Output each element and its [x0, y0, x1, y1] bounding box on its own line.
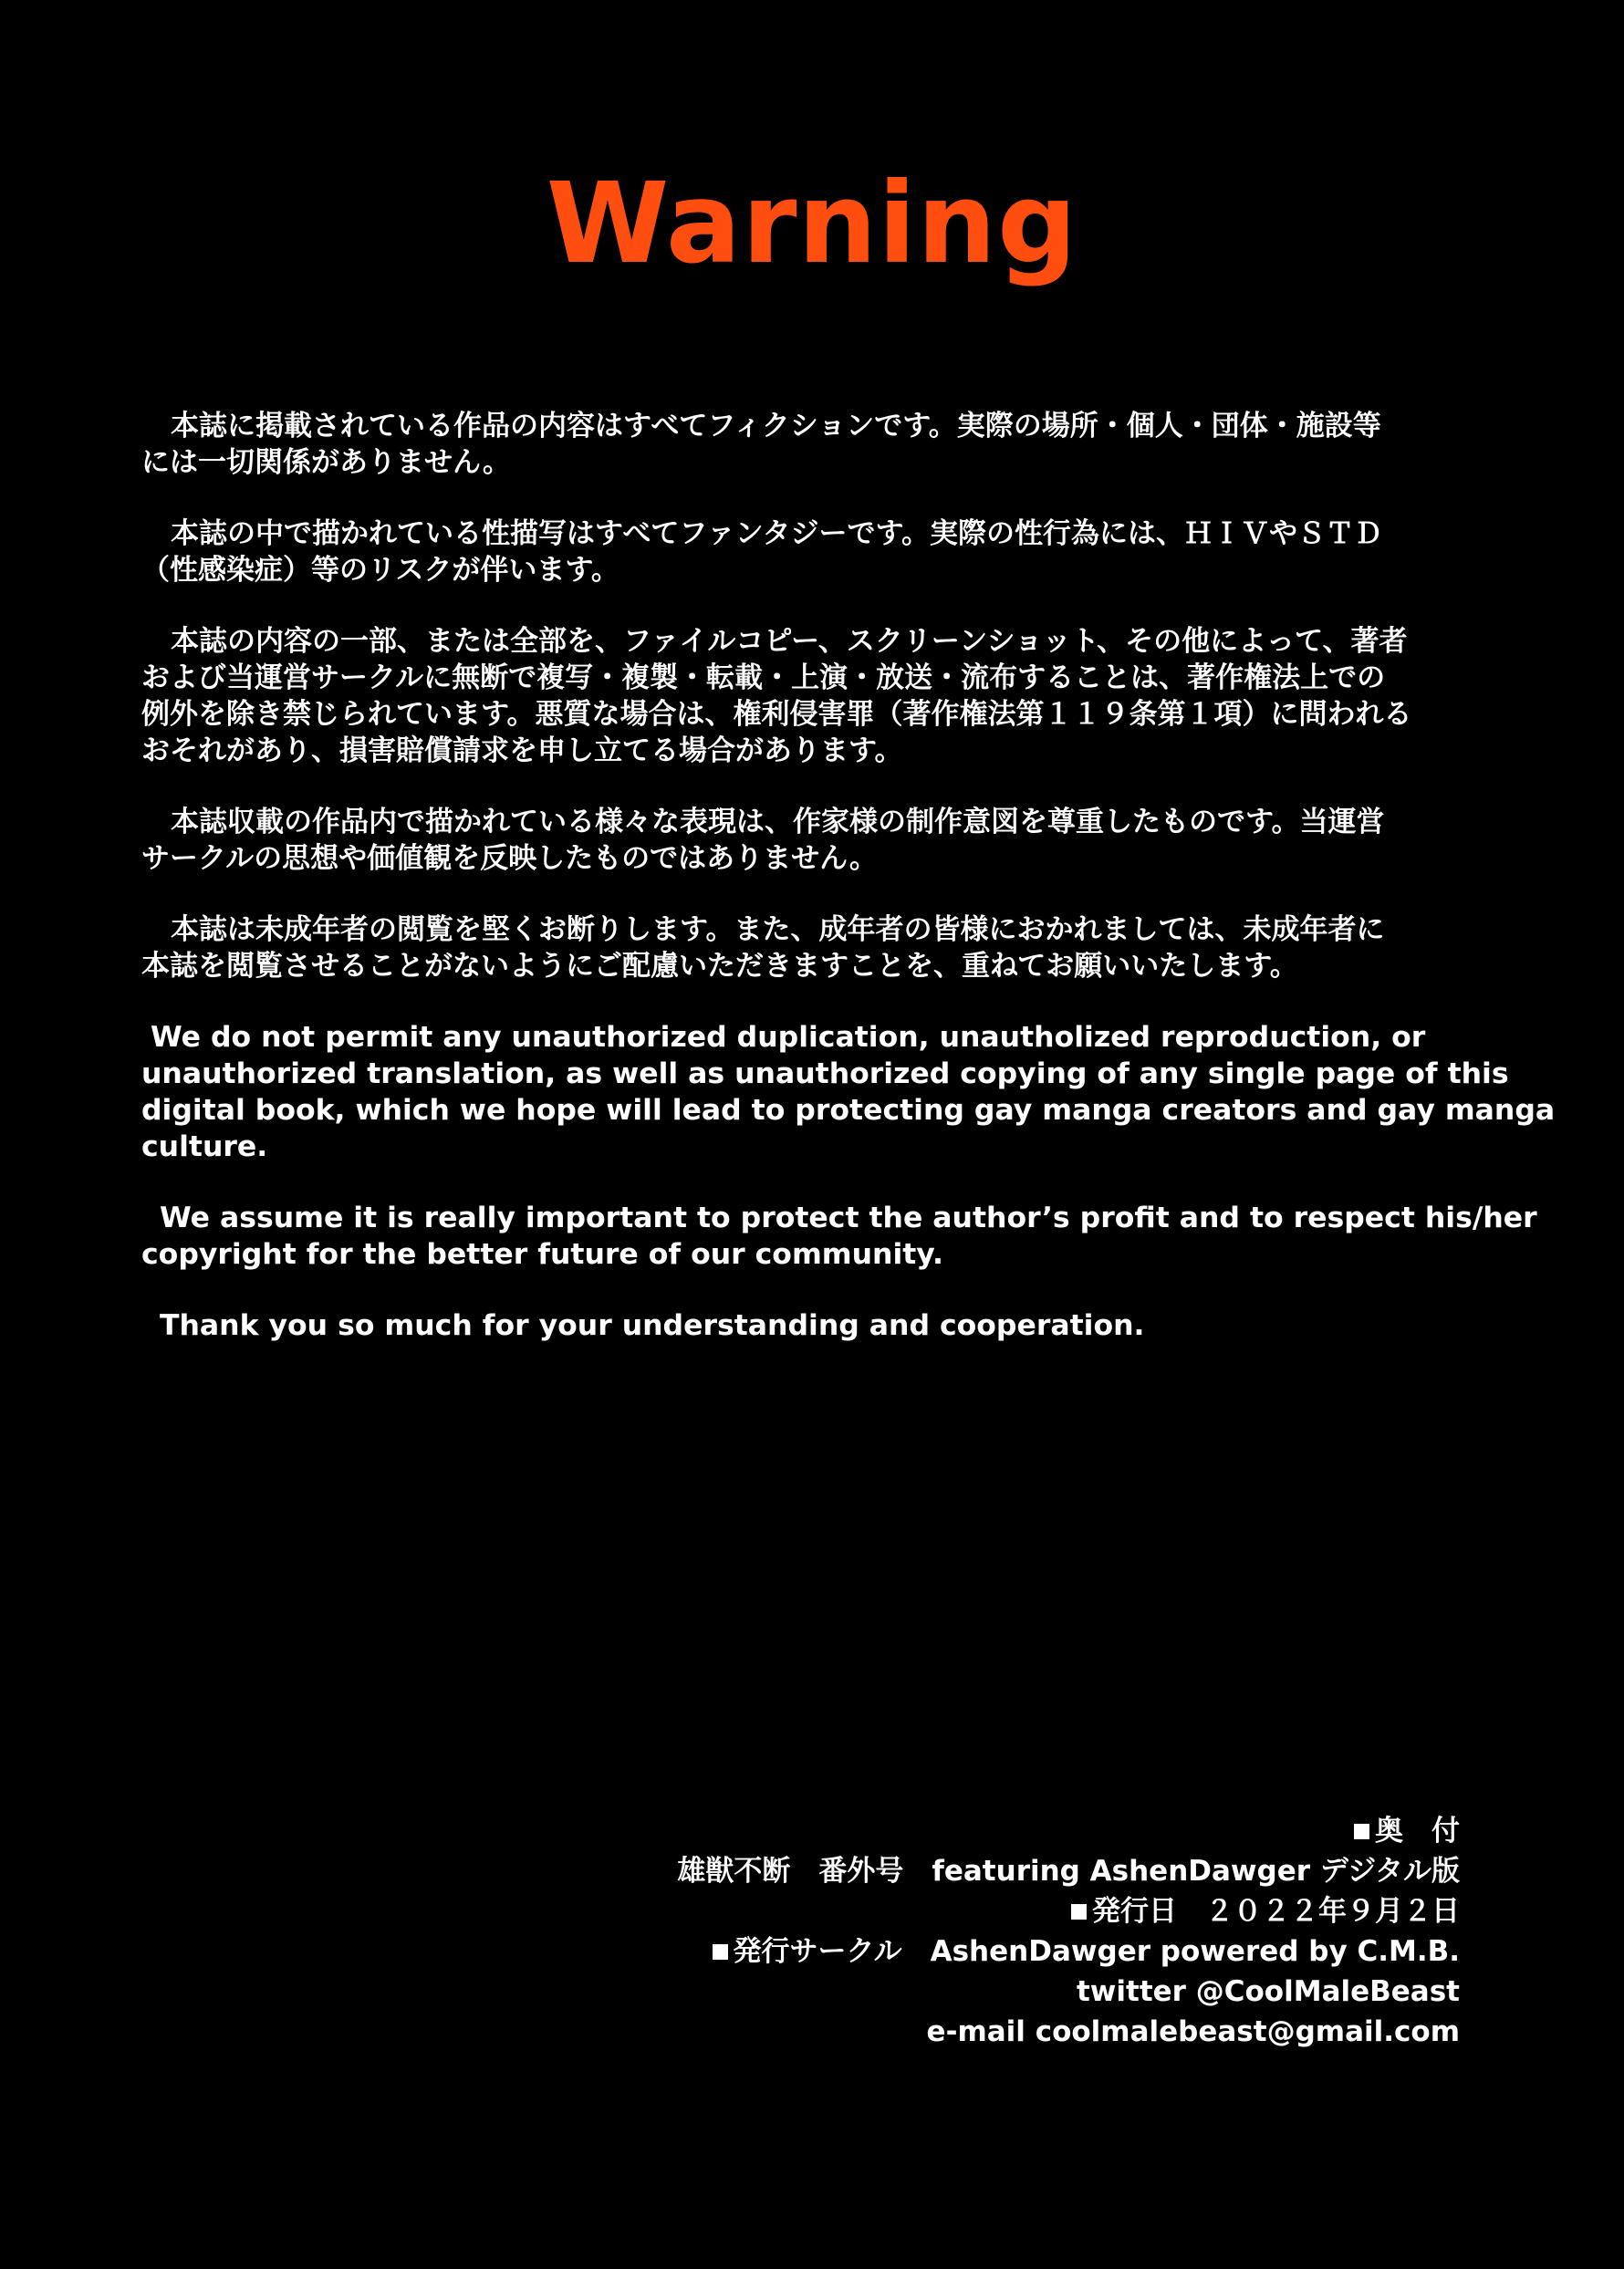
en-paragraph-2: [141, 1200, 1537, 1273]
en-p3-line-1: Thank you so much for your understanding and cooperation.: [160, 1309, 1145, 1342]
en-p2-line-1: We assume it is really important to protect the author’s profit and to respect his/her: [160, 1202, 1537, 1234]
colophon-twitter: twitter @CoolMaleBeast: [1076, 1975, 1460, 2008]
en-p1-line-1: We do not permit any unauthorized duplication, unautholized reproduction, or: [151, 1021, 1426, 1054]
jp-p4-line-2: サークルの思想や価値観を反映したものではありません。: [141, 842, 878, 875]
jp-p3-line-2: および当運営サークルに無断で複写・複製・転載・上演・放送・流布することは、著作権法上での: [141, 661, 1386, 694]
jp-p1-line-1: 本誌に掲載されている作品の内容はすべてフィクションです。実際の場所・個人・団体・施設等: [171, 410, 1381, 442]
en-p1-line-3: digital book, which we hope will lead to protecting gay manga creators and gay manga: [141, 1094, 1556, 1127]
square-bullet-icon: [713, 1944, 728, 1960]
colophon-email: e-mail coolmalebeast@gmail.com: [926, 2015, 1460, 2048]
jp-p2-line-2: （性感染症）等のリスクが伴います。: [141, 554, 619, 587]
en-paragraph-1: [141, 1019, 1556, 1165]
jp-p3-line-3: 例外を除き禁じられています。悪質な場合は、権利侵害罪（著作権法第１１９条第１項）に問われる: [141, 698, 1412, 731]
jp-p1-line-2: には一切関係がありません。: [141, 446, 511, 479]
jp-paragraph-3: [141, 623, 1528, 769]
jp-p5-line-2: 本誌を閲覧させることがないようにご配慮いただきますことを、重ねてお願いいたします。: [141, 950, 1298, 983]
jp-paragraph-5: [141, 911, 1528, 984]
square-bullet-icon: [1354, 1824, 1369, 1839]
en-paragraph-3: [141, 1307, 1528, 1344]
colophon-date-label: 発行日: [1092, 1895, 1177, 1928]
jp-paragraph-1: [141, 408, 1528, 481]
en-p1-line-4: culture.: [141, 1130, 268, 1163]
en-p2-line-2: copyright for the better future of our community.: [141, 1238, 943, 1271]
colophon-heading: 奥 付: [1375, 1815, 1460, 1847]
jp-p2-line-1: 本誌の中で描かれている性描写はすべてファンタジーです。実際の性行為には、ＨＩＶやＳＴＤ: [171, 517, 1383, 550]
jp-p4-line-1: 本誌収載の作品内で描かれている様々な表現は、作家様の制作意図を尊重したものです。当運営: [171, 806, 1385, 838]
colophon-date-row: [677, 1891, 1460, 1931]
colophon-book-title: 雄獣不断 番外号 featuring AshenDawger デジタル版: [677, 1855, 1460, 1888]
colophon-date-value: ２０２２年９月２日: [1205, 1895, 1460, 1928]
colophon-heading-row: [677, 1811, 1460, 1851]
square-bullet-icon: [1071, 1904, 1087, 1920]
notice-body: [141, 408, 1556, 1379]
colophon-circle-row: [677, 1931, 1460, 1972]
colophon-circle-value: AshenDawger powered by C.M.B.: [930, 1935, 1460, 1968]
jp-paragraph-2: [141, 515, 1528, 588]
colophon-circle-label: 発行サークル: [733, 1935, 902, 1968]
colophon: [677, 1811, 1460, 2052]
jp-p5-line-1: 本誌は未成年者の閲覧を堅くお断りします。また、成年者の皆様におかれましては、未成年者に: [171, 913, 1385, 946]
jp-paragraph-4: [141, 804, 1528, 877]
jp-p3-line-1: 本誌の内容の一部、または全部を、ファイルコピー、スクリーンショット、その他によって、著者: [171, 625, 1408, 658]
en-p1-line-2: unauthorized translation, as well as unauthorized copying of any single page of this: [141, 1057, 1509, 1090]
page-title: Warning: [546, 159, 1078, 288]
jp-p3-line-4: おそれがあり、損害賠償請求を申し立てる場合があります。: [141, 734, 903, 767]
